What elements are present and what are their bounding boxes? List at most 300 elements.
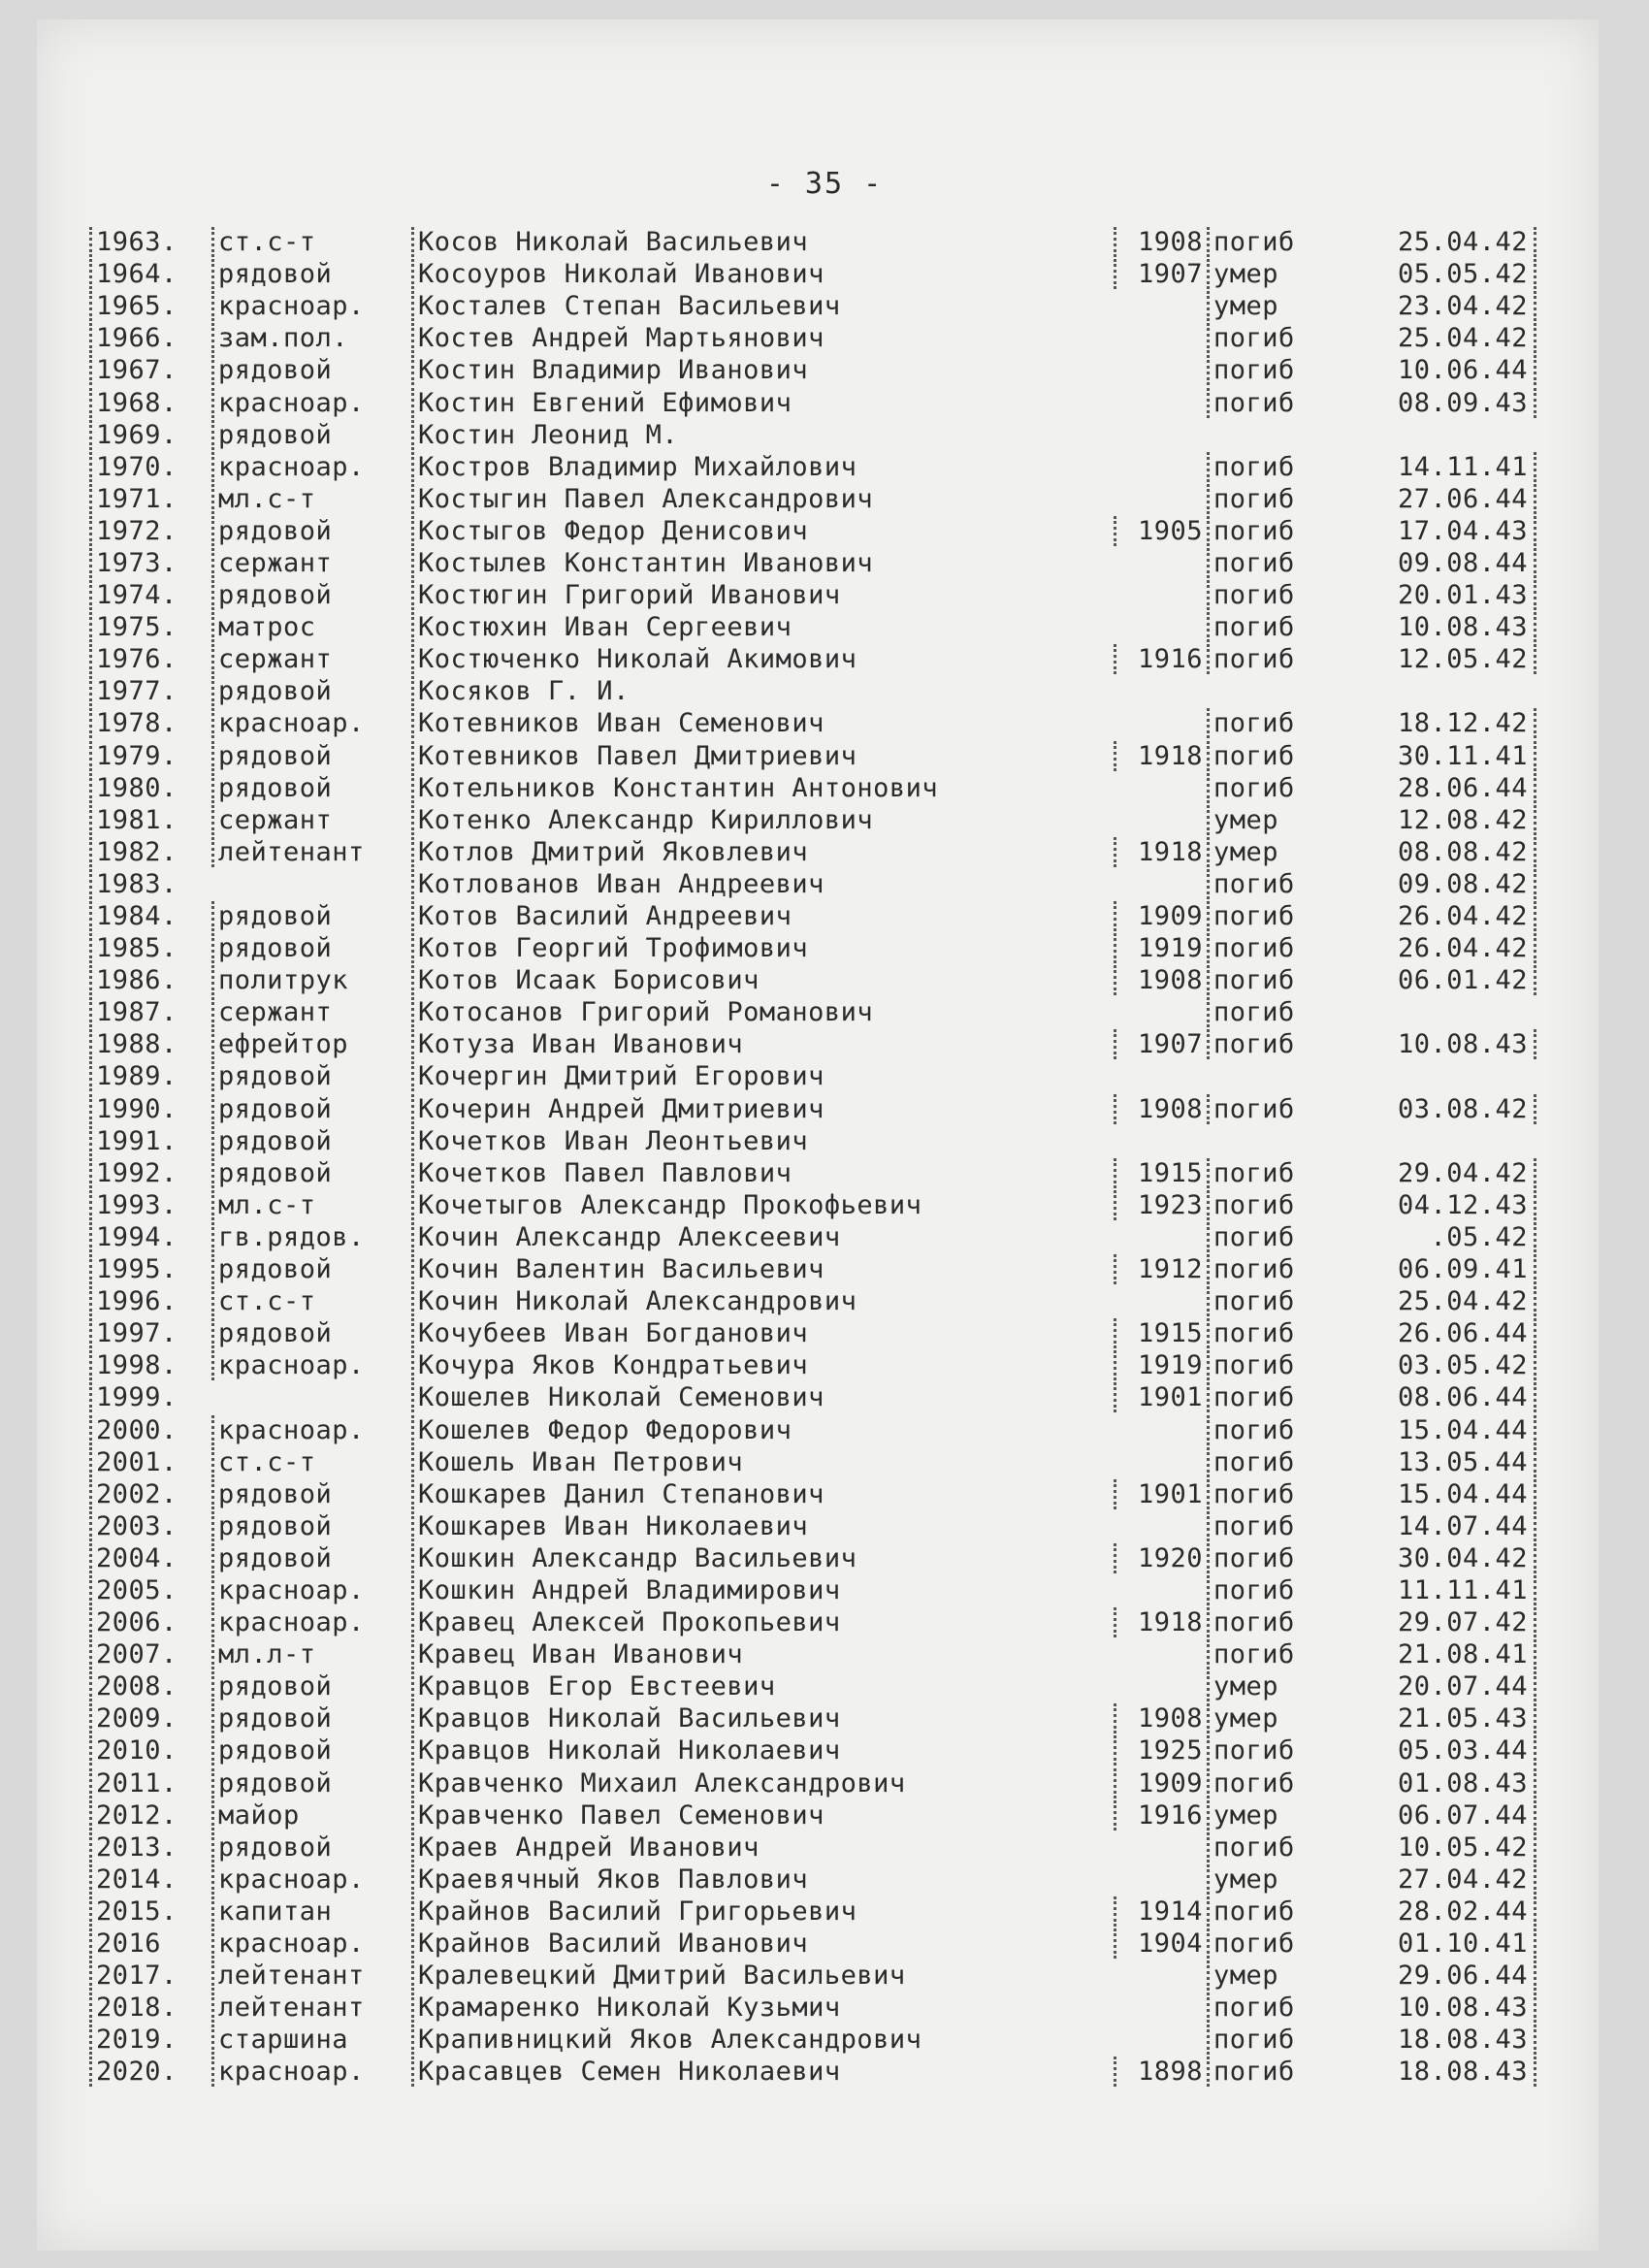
entry-date: 01.08.43 (1352, 1768, 1536, 1798)
entry-name: Котосанов Григорий Романович (411, 997, 1114, 1027)
entry-rank: сержант (211, 997, 411, 1027)
entry-name: Косов Николай Васильевич (411, 227, 1114, 257)
table-row (89, 1446, 1554, 1478)
casualty-register-table (89, 226, 1554, 2088)
entry-birth-year: 1908 (1114, 965, 1207, 995)
entry-name: Косоуров Николай Иванович (411, 259, 1114, 289)
entry-birth-year: 1908 (1114, 227, 1207, 257)
entry-status: погиб (1207, 1479, 1352, 1509)
entry-rank: гв.рядов. (211, 1222, 411, 1252)
entry-name: Котлованов Иван Андреевич (411, 869, 1114, 899)
entry-status: погиб (1207, 1318, 1352, 1348)
entry-name: Кочерин Андрей Дмитриевич (411, 1094, 1114, 1124)
table-row (89, 900, 1554, 932)
entry-date: 15.04.44 (1352, 1415, 1536, 1445)
table-row (89, 1125, 1554, 1157)
entry-date: 29.07.42 (1352, 1607, 1536, 1637)
table-row (89, 1189, 1554, 1221)
entry-date: 18.08.43 (1352, 2025, 1536, 2055)
entry-number: 1976. (89, 644, 211, 674)
entry-number: 2004. (89, 1543, 211, 1573)
entry-number: 2008. (89, 1671, 211, 1701)
entry-number: 1984. (89, 901, 211, 931)
table-row (89, 1542, 1554, 1574)
entry-number: 1973. (89, 548, 211, 578)
entry-rank: рядовой (211, 1318, 411, 1348)
entry-date: 15.04.44 (1352, 1479, 1536, 1509)
entry-name: Кочин Николай Александрович (411, 1286, 1114, 1316)
entry-birth-year: 1916 (1114, 644, 1207, 674)
entry-status: погиб (1207, 2057, 1352, 2087)
entry-status: погиб (1207, 869, 1352, 899)
entry-date: 28.02.44 (1352, 1896, 1536, 1927)
entry-name: Красавцев Семен Николаевич (411, 2057, 1114, 2087)
entry-status: погиб (1207, 1222, 1352, 1252)
entry-status: погиб (1207, 227, 1352, 257)
entry-status: погиб (1207, 452, 1352, 482)
entry-number: 2007. (89, 1639, 211, 1669)
entry-status: умер (1207, 805, 1352, 835)
entry-status: погиб (1207, 355, 1352, 385)
entry-rank: рядовой (211, 259, 411, 289)
entry-birth-year: 1919 (1114, 933, 1207, 963)
entry-status: погиб (1207, 484, 1352, 514)
entry-number: 2016 (89, 1928, 211, 1959)
entry-birth-year: 1915 (1114, 1318, 1207, 1348)
entry-name: Костин Владимир Иванович (411, 355, 1114, 385)
entry-name: Кошкарев Данил Степанович (411, 1479, 1114, 1509)
entry-name: Кравцов Егор Евстеевич (411, 1671, 1114, 1701)
entry-date: 26.04.42 (1352, 901, 1536, 931)
entry-birth-year: 1908 (1114, 1094, 1207, 1124)
entry-name: Кочергин Дмитрий Егорович (411, 1061, 1114, 1091)
entry-date: 10.05.42 (1352, 1832, 1536, 1863)
entry-status: погиб (1207, 1190, 1352, 1220)
table-row (89, 707, 1554, 739)
entry-rank: сержант (211, 805, 411, 835)
entry-name: Костин Леонид М. (411, 420, 1114, 450)
entry-status: погиб (1207, 1511, 1352, 1541)
entry-number: 1979. (89, 741, 211, 771)
entry-birth-year: 1912 (1114, 1254, 1207, 1284)
table-row (89, 354, 1554, 386)
entry-date: 25.04.42 (1352, 1286, 1536, 1316)
entry-rank: рядовой (211, 1671, 411, 1701)
entry-name: Кравченко Михаил Александрович (411, 1768, 1114, 1798)
entry-status: умер (1207, 1703, 1352, 1733)
entry-number: 1964. (89, 259, 211, 289)
entry-date: 27.06.44 (1352, 484, 1536, 514)
entry-rank: рядовой (211, 933, 411, 963)
entry-rank: рядовой (211, 1158, 411, 1188)
entry-birth-year: 1909 (1114, 1768, 1207, 1798)
entry-date: 18.12.42 (1352, 708, 1536, 738)
entry-date: 21.08.41 (1352, 1639, 1536, 1669)
table-row (89, 451, 1554, 483)
entry-birth-year: 1904 (1114, 1928, 1207, 1959)
entry-number: 1975. (89, 612, 211, 642)
entry-rank: матрос (211, 612, 411, 642)
entry-name: Кошкарев Иван Николаевич (411, 1511, 1114, 1541)
entry-rank: рядовой (211, 1061, 411, 1091)
table-row (89, 1349, 1554, 1381)
entry-number: 1972. (89, 516, 211, 546)
entry-name: Кошелев Николай Семенович (411, 1382, 1114, 1412)
entry-date: 03.08.42 (1352, 1094, 1536, 1124)
table-row (89, 226, 1554, 258)
entry-rank: лейтенант (211, 1993, 411, 2023)
entry-number: 1978. (89, 708, 211, 738)
entry-rank: красноар. (211, 2057, 411, 2087)
table-row (89, 419, 1554, 451)
table-row (89, 1960, 1554, 1992)
table-row (89, 322, 1554, 354)
entry-number: 1968. (89, 388, 211, 418)
entry-date: 30.11.41 (1352, 741, 1536, 771)
entry-date: 26.06.44 (1352, 1318, 1536, 1348)
entry-name: Кошкин Александр Васильевич (411, 1543, 1114, 1573)
entry-date: 04.12.43 (1352, 1190, 1536, 1220)
entry-date: 01.10.41 (1352, 1928, 1536, 1959)
entry-number: 1981. (89, 805, 211, 835)
entry-status: погиб (1207, 1543, 1352, 1573)
table-row (89, 643, 1554, 675)
entry-status: погиб (1207, 1832, 1352, 1863)
entry-number: 1988. (89, 1029, 211, 1059)
entry-rank: лейтенант (211, 1960, 411, 1991)
entry-name: Костров Владимир Михайлович (411, 452, 1114, 482)
entry-number: 2002. (89, 1479, 211, 1509)
entry-name: Крапивницкий Яков Александрович (411, 2025, 1114, 2055)
entry-name: Котевников Иван Семенович (411, 708, 1114, 738)
page-number: - 35 - (765, 167, 884, 201)
entry-number: 1969. (89, 420, 211, 450)
entry-number: 1983. (89, 869, 211, 899)
entry-name: Кошелев Федор Федорович (411, 1415, 1114, 1445)
entry-rank: майор (211, 1800, 411, 1831)
entry-number: 1997. (89, 1318, 211, 1348)
table-row (89, 1317, 1554, 1349)
entry-status: погиб (1207, 1639, 1352, 1669)
entry-rank: мл.с-т (211, 484, 411, 514)
entry-status: погиб (1207, 965, 1352, 995)
entry-status: умер (1207, 1960, 1352, 1991)
table-row (89, 547, 1554, 579)
entry-date: 17.04.43 (1352, 516, 1536, 546)
entry-birth-year: 1916 (1114, 1800, 1207, 1831)
entry-date: 08.06.44 (1352, 1382, 1536, 1412)
entry-name: Кочубеев Иван Богданович (411, 1318, 1114, 1348)
entry-number: 2012. (89, 1800, 211, 1831)
entry-status: погиб (1207, 1928, 1352, 1959)
table-row (89, 1574, 1554, 1606)
entry-number: 2013. (89, 1832, 211, 1863)
entry-number: 2014. (89, 1864, 211, 1895)
entry-number: 1994. (89, 1222, 211, 1252)
entry-status: погиб (1207, 516, 1352, 546)
entry-status: умер (1207, 1800, 1352, 1831)
entry-number: 1987. (89, 997, 211, 1027)
entry-status: погиб (1207, 708, 1352, 738)
entry-name: Кравец Иван Иванович (411, 1639, 1114, 1669)
entry-name: Кралевецкий Дмитрий Васильевич (411, 1960, 1114, 1991)
entry-status: погиб (1207, 548, 1352, 578)
entry-date: 25.04.42 (1352, 323, 1536, 353)
table-row (89, 1093, 1554, 1125)
entry-date: 30.04.42 (1352, 1543, 1536, 1573)
entry-rank: красноар. (211, 388, 411, 418)
table-row (89, 1381, 1554, 1413)
entry-status: погиб (1207, 1158, 1352, 1188)
entry-rank: ефрейтор (211, 1029, 411, 1059)
entry-name: Крайнов Василий Григорьевич (411, 1896, 1114, 1927)
entry-name: Кочетков Павел Павлович (411, 1158, 1114, 1188)
entry-date: 06.07.44 (1352, 1800, 1536, 1831)
entry-name: Костев Андрей Мартьянович (411, 323, 1114, 353)
entry-date: 09.08.42 (1352, 869, 1536, 899)
entry-date: 06.09.41 (1352, 1254, 1536, 1284)
table-row (89, 1895, 1554, 1928)
entry-rank: рядовой (211, 516, 411, 546)
entry-name: Костыгов Федор Денисович (411, 516, 1114, 546)
table-row (89, 1831, 1554, 1863)
entry-status: погиб (1207, 1575, 1352, 1605)
entry-rank: рядовой (211, 420, 411, 450)
entry-rank: рядовой (211, 1094, 411, 1124)
table-row (89, 1799, 1554, 1831)
entry-number: 1967. (89, 355, 211, 385)
table-row (89, 290, 1554, 322)
entry-number: 2009. (89, 1703, 211, 1733)
entry-name: Котуза Иван Иванович (411, 1029, 1114, 1059)
entry-status: погиб (1207, 933, 1352, 963)
entry-date: 09.08.44 (1352, 548, 1536, 578)
entry-status: умер (1207, 259, 1352, 289)
entry-name: Кошкин Андрей Владимирович (411, 1575, 1114, 1605)
entry-date: 20.01.43 (1352, 580, 1536, 610)
entry-status: погиб (1207, 388, 1352, 418)
entry-name: Костюченко Николай Акимович (411, 644, 1114, 674)
entry-name: Крайнов Василий Иванович (411, 1928, 1114, 1959)
entry-status: умер (1207, 1671, 1352, 1701)
entry-number: 1966. (89, 323, 211, 353)
entry-rank: рядовой (211, 1832, 411, 1863)
entry-date: 06.01.42 (1352, 965, 1536, 995)
table-row (89, 1734, 1554, 1766)
entry-rank: красноар. (211, 452, 411, 482)
entry-number: 2018. (89, 1993, 211, 2023)
table-row (89, 804, 1554, 836)
entry-birth-year: 1919 (1114, 1350, 1207, 1380)
entry-status: погиб (1207, 1029, 1352, 1059)
entry-date: 14.11.41 (1352, 452, 1536, 482)
table-row (89, 1928, 1554, 1960)
entry-number: 1965. (89, 291, 211, 321)
table-row (89, 1028, 1554, 1060)
entry-name: Кочура Яков Кондратьевич (411, 1350, 1114, 1380)
entry-rank: красноар. (211, 1607, 411, 1637)
entry-number: 1980. (89, 773, 211, 803)
entry-date: 26.04.42 (1352, 933, 1536, 963)
table-row (89, 1510, 1554, 1542)
entry-rank: сержант (211, 644, 411, 674)
table-row (89, 1638, 1554, 1670)
entry-rank: рядовой (211, 1126, 411, 1156)
entry-name: Кочетыгов Александр Прокофьевич (411, 1190, 1114, 1220)
table-row (89, 1992, 1554, 2024)
table-row (89, 1253, 1554, 1285)
entry-number: 2017. (89, 1960, 211, 1991)
entry-name: Кравцов Николай Васильевич (411, 1703, 1114, 1733)
entry-name: Кочетков Иван Леонтьевич (411, 1126, 1114, 1156)
entry-name: Кравченко Павел Семенович (411, 1800, 1114, 1831)
entry-birth-year: 1914 (1114, 1896, 1207, 1927)
entry-birth-year: 1907 (1114, 1029, 1207, 1059)
entry-name: Котенко Александр Кириллович (411, 805, 1114, 835)
entry-status: погиб (1207, 323, 1352, 353)
entry-number: 2001. (89, 1447, 211, 1477)
entry-name: Краевячный Яков Павлович (411, 1864, 1114, 1895)
table-row (89, 1767, 1554, 1799)
entry-date: 20.07.44 (1352, 1671, 1536, 1701)
table-row (89, 675, 1554, 707)
entry-name: Костин Евгений Ефимович (411, 388, 1114, 418)
entry-date: 03.05.42 (1352, 1350, 1536, 1380)
entry-number: 2010. (89, 1735, 211, 1766)
entry-birth-year: 1898 (1114, 2057, 1207, 2087)
entry-birth-year: 1925 (1114, 1735, 1207, 1766)
entry-status: погиб (1207, 741, 1352, 771)
entry-rank: рядовой (211, 1543, 411, 1573)
entry-name: Кравцов Николай Николаевич (411, 1735, 1114, 1766)
table-row (89, 258, 1554, 290)
entry-number: 2020. (89, 2057, 211, 2087)
entry-name: Котов Исаак Борисович (411, 965, 1114, 995)
entry-date: 14.07.44 (1352, 1511, 1536, 1541)
entry-rank: рядовой (211, 1735, 411, 1766)
entry-rank: красноар. (211, 1350, 411, 1380)
table-row (89, 2056, 1554, 2088)
entry-rank: лейтенант (211, 837, 411, 867)
entry-rank: рядовой (211, 741, 411, 771)
entry-rank: сержант (211, 548, 411, 578)
entry-number: 2015. (89, 1896, 211, 1927)
entry-status: погиб (1207, 1735, 1352, 1766)
entry-birth-year: 1905 (1114, 516, 1207, 546)
entry-status: погиб (1207, 1254, 1352, 1284)
entry-rank: рядовой (211, 1479, 411, 1509)
table-row (89, 1285, 1554, 1317)
entry-date: 25.04.42 (1352, 227, 1536, 257)
entry-date: 21.05.43 (1352, 1703, 1536, 1733)
entry-rank: рядовой (211, 1254, 411, 1284)
entry-number: 1989. (89, 1061, 211, 1091)
entry-number: 1986. (89, 965, 211, 995)
entry-rank: политрук (211, 965, 411, 995)
entry-status: умер (1207, 291, 1352, 321)
table-row (89, 579, 1554, 611)
table-row (89, 483, 1554, 515)
entry-status: погиб (1207, 1768, 1352, 1798)
entry-date: 13.05.44 (1352, 1447, 1536, 1477)
entry-date: 08.08.42 (1352, 837, 1536, 867)
entry-number: 1985. (89, 933, 211, 963)
table-row (89, 1670, 1554, 1702)
entry-status: погиб (1207, 1896, 1352, 1927)
entry-rank: рядовой (211, 1768, 411, 1798)
entry-name: Костыгин Павел Александрович (411, 484, 1114, 514)
entry-number: 1998. (89, 1350, 211, 1380)
entry-date: 28.06.44 (1352, 773, 1536, 803)
entry-rank: мл.л-т (211, 1639, 411, 1669)
entry-date: 05.05.42 (1352, 259, 1536, 289)
entry-date: 29.04.42 (1352, 1158, 1536, 1188)
entry-number: 2019. (89, 2025, 211, 2055)
entry-rank: красноар. (211, 291, 411, 321)
entry-number: 2006. (89, 1607, 211, 1637)
entry-rank: мл.с-т (211, 1190, 411, 1220)
entry-rank: ст.с-т (211, 1286, 411, 1316)
entry-birth-year: 1918 (1114, 741, 1207, 771)
entry-number: 1992. (89, 1158, 211, 1188)
entry-number: 1971. (89, 484, 211, 514)
entry-rank: красноар. (211, 708, 411, 738)
entry-name: Крамаренко Николай Кузьмич (411, 1993, 1114, 2023)
entry-name: Косталев Степан Васильевич (411, 291, 1114, 321)
entry-rank: ст.с-т (211, 227, 411, 257)
entry-status: погиб (1207, 1286, 1352, 1316)
entry-number: 1999. (89, 1382, 211, 1412)
entry-rank: старшина (211, 2025, 411, 2055)
entry-name: Котов Василий Андреевич (411, 901, 1114, 931)
entry-number: 1995. (89, 1254, 211, 1284)
entry-rank: рядовой (211, 355, 411, 385)
entry-rank: красноар. (211, 1928, 411, 1959)
entry-name: Кочин Александр Алексеевич (411, 1222, 1114, 1252)
entry-number: 1990. (89, 1094, 211, 1124)
entry-status: погиб (1207, 644, 1352, 674)
entry-rank: красноар. (211, 1415, 411, 1445)
entry-status: погиб (1207, 1607, 1352, 1637)
entry-rank: рядовой (211, 676, 411, 706)
entry-name: Костылев Константин Иванович (411, 548, 1114, 578)
entry-status: погиб (1207, 901, 1352, 931)
entry-name: Кравец Алексей Прокопьевич (411, 1607, 1114, 1637)
entry-number: 2003. (89, 1511, 211, 1541)
entry-rank: красноар. (211, 1864, 411, 1895)
entry-birth-year: 1923 (1114, 1190, 1207, 1220)
table-row (89, 515, 1554, 547)
table-row (89, 1060, 1554, 1092)
table-row (89, 386, 1554, 418)
entry-date: 11.11.41 (1352, 1575, 1536, 1605)
entry-birth-year: 1901 (1114, 1382, 1207, 1412)
entry-rank: красноар. (211, 1575, 411, 1605)
entry-name: Котевников Павел Дмитриевич (411, 741, 1114, 771)
entry-number: 2000. (89, 1415, 211, 1445)
table-row (89, 1221, 1554, 1253)
entry-date: 08.09.43 (1352, 388, 1536, 418)
entry-name: Кошель Иван Петрович (411, 1447, 1114, 1477)
entry-date: 10.08.43 (1352, 1993, 1536, 2023)
entry-rank: рядовой (211, 1511, 411, 1541)
entry-birth-year: 1907 (1114, 259, 1207, 289)
entry-status: погиб (1207, 1447, 1352, 1477)
entry-name: Котлов Дмитрий Яковлевич (411, 837, 1114, 867)
entry-rank: рядовой (211, 901, 411, 931)
entry-status: умер (1207, 1864, 1352, 1895)
table-row (89, 996, 1554, 1028)
